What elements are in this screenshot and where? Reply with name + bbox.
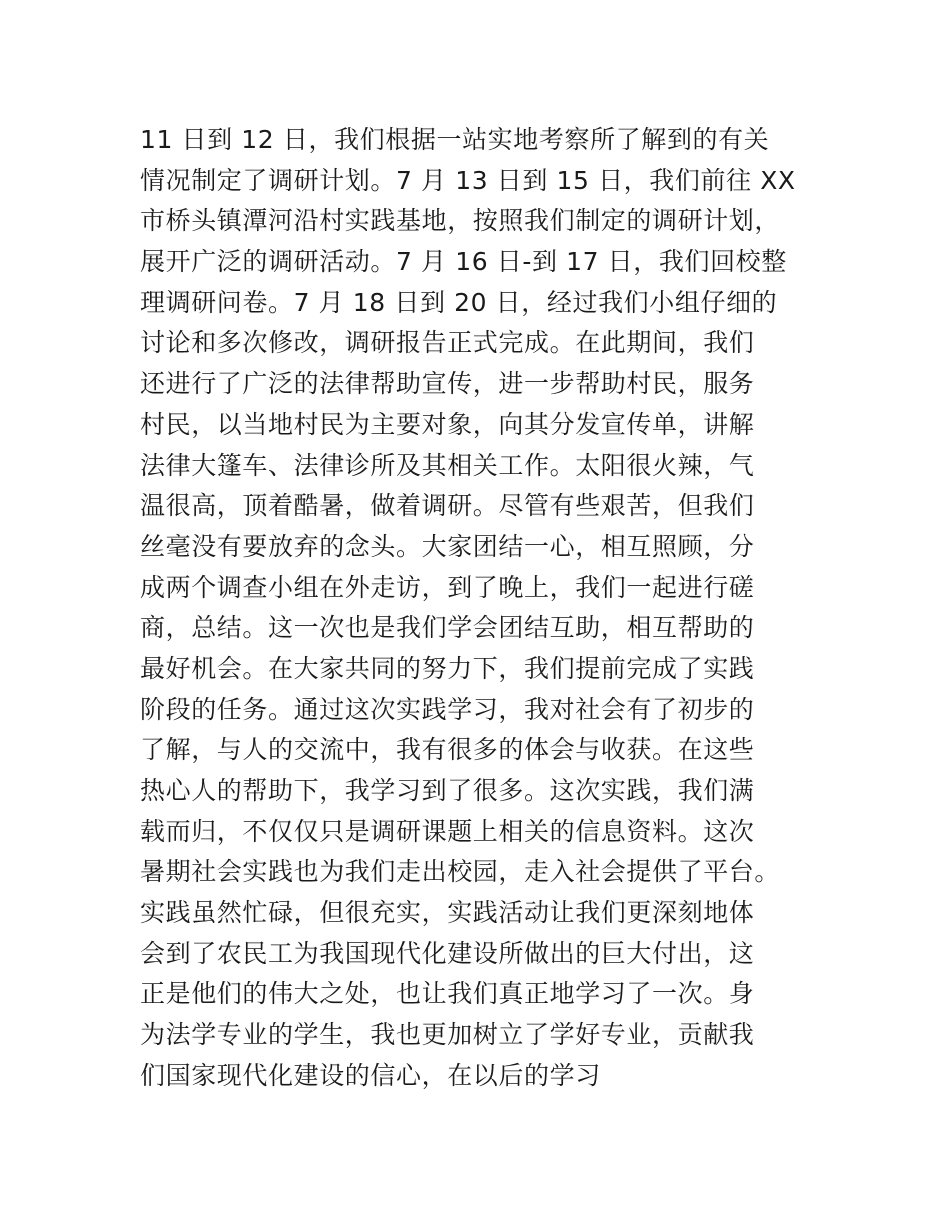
text-line: 成两个调查小组在外走访，到了晚上，我们一起进行磋 [140, 572, 755, 602]
text-line: 市桥头镇潭河沿村实践基地，按照我们制定的调研计划， [140, 206, 781, 236]
text-line: 村民，以当地村民为主要对象，向其分发宣传单，讲解 [140, 409, 755, 439]
text-line: 理调研问卷。7 月 18 日到 20 日，经过我们小组仔细的 [140, 287, 778, 317]
text-line: 热心人的帮助下，我学习到了很多。这次实践，我们满 [140, 776, 755, 805]
text-line: 为法学专业的学生，我也更加树立了学好专业，贡献我 [140, 1020, 755, 1050]
text-line: 展开广泛的调研活动。7 月 16 日-到 17 日，我们回校整 [140, 247, 787, 277]
text-line: 丝毫没有要放弃的念头。大家团结一心，相互照顾，分 [140, 531, 755, 561]
text-line: 最好机会。在大家共同的努力下，我们提前完成了实践 [140, 653, 755, 683]
text-line: 讨论和多次修改，调研报告正式完成。在此期间，我们 [140, 328, 755, 358]
text-line: 载而归，不仅仅只是调研课题上相关的信息资料。这次 [140, 816, 755, 846]
text-line: 还进行了广泛的法律帮助宣传，进一步帮助村民，服务 [140, 369, 755, 399]
text-line: 情况制定了调研计划。7 月 13 日到 15 日，我们前往 XX [140, 165, 796, 195]
text-line: 会到了农民工为我国现代化建设所做出的巨大付出，这 [140, 938, 755, 968]
text-line: 实践虽然忙碌，但很充实，实践活动让我们更深刻地体 [140, 898, 755, 928]
text-line: 法律大篷车、法律诊所及其相关工作。太阳很火辣，气 [140, 450, 755, 480]
text-line: 暑期社会实践也为我们走出校园，走入社会提供了平台。 [140, 857, 781, 887]
text-line: 们国家现代化建设的信心，在以后的学习 [140, 1060, 601, 1090]
text-line: 正是他们的伟大之处，也让我们真正地学习了一次。身 [140, 979, 755, 1009]
text-line: 商，总结。这一次也是我们学会团结互助，相互帮助的 [140, 613, 755, 643]
body-paragraph [140, 120, 820, 1097]
text-line: 11 日到 12 日，我们根据一站实地考察所了解到的有关 [140, 125, 770, 154]
text-line: 了解，与人的交流中，我有很多的体会与收获。在这些 [140, 735, 755, 765]
text-line: 阶段的任务。通过这次实践学习，我对社会有了初步的 [140, 694, 755, 724]
text-line: 温很高，顶着酷暑，做着调研。尽管有些艰苦，但我们 [140, 491, 755, 521]
